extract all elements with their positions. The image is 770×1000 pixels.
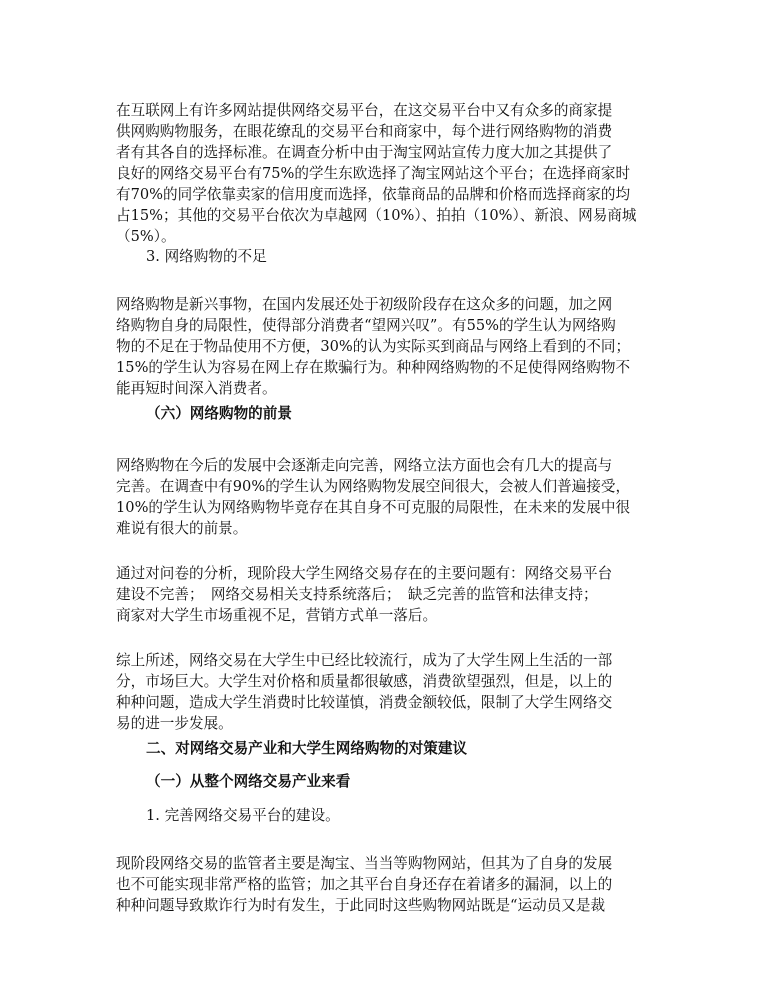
text-line: 网络购物是新兴事物，在国内发展还处于初级阶段存在这众多的问题，加之网 [116,296,613,313]
text-line: 15%的学生认为容易在网上存在欺骗行为。种种网络购物的不足使得网络购物不 [116,359,631,376]
text-line: 良好的网络交易平台有75%的学生东欧选择了淘宝网站这个平台；在选择商家时 [116,165,631,182]
text-line: 能再短时间深入消费者。 [116,380,277,397]
text-line: 供网购购物服务，在眼花缭乱的交易平台和商家中，每个进行网络购物的消费 [116,123,613,140]
heading-industry-view [146,771,656,792]
text-line: 二、对网络交易产业和大学生网络购物的对策建议 [146,740,468,757]
text-line: 建设不完善； 网络交易相关支持系统落后； 缺乏完善的监管和法律支持； [116,586,598,603]
paragraph-prospects [116,455,656,539]
text-line: 物的不足在于物品使用不方便，30%的认为实际买到商品与网络上看到的不同； [116,338,631,355]
text-line: 商家对大学生市场重视不足，营销方式单一落后。 [116,607,438,624]
text-line: 占15%；其他的交易平台依次为卓越网（10%）、拍拍（10%）、新浪、网易商城 [116,207,637,224]
text-line: 种种问题，造成大学生消费时比较谨慎，消费金额较低，限制了大学生网络交 [116,694,613,711]
paragraph-supervision [116,853,656,916]
text-line: 有70%的同学依靠卖家的信用度而选择，依靠商品的品牌和价格而选择商家的均 [116,186,631,203]
paragraph-shortcomings [116,294,656,399]
text-line: 种种问题导致欺诈行为时有发生，于此同时这些购物网站既是“运动员又是裁 [116,897,606,914]
text-line: 难说有很大的前景。 [116,520,248,537]
text-line: 10%的学生认为网络购物毕竟存在其自身不可克服的局限性，在未来的发展中很 [116,499,631,516]
text-line: 通过对问卷的分析，现阶段大学生网络交易存在的主要问题有：网络交易平台 [116,565,613,582]
text-line: 络购物自身的局限性，使得部分消费者“望网兴叹”。有55%的学生认为网络购 [116,317,616,334]
text-line: 3. 网络购物的不足 [146,248,267,265]
heading-improve-platform [146,805,656,826]
text-line: 综上所述，网络交易在大学生中已经比较流行，成为了大学生网上生活的一部 [116,652,613,669]
paragraph-trading-platforms [116,100,656,247]
heading-shortcomings [146,246,656,267]
text-line: （一）从整个网络交易产业来看 [146,773,351,790]
heading-prospects [146,403,656,424]
text-line: 网络购物在今后的发展中会逐渐走向完善，网络立法方面也会有几大的提高与 [116,457,613,474]
text-line: 也不可能实现非常严格的监管；加之其平台自身还存在着诸多的漏洞，以上的 [116,876,613,893]
heading-countermeasures [146,738,656,759]
text-line: （5%）。 [116,228,176,245]
paragraph-main-problems [116,563,656,626]
paragraph-summary [116,650,656,734]
text-line: 1. 完善网络交易平台的建设。 [146,807,340,824]
text-line: 现阶段网络交易的监管者主要是淘宝、当当等购物网站，但其为了自身的发展 [116,855,613,872]
text-line: 在互联网上有许多网站提供网络交易平台，在这交易平台中又有众多的商家提 [116,102,613,119]
text-line: 分，市场巨大。大学生对价格和质量都很敏感，消费欲望强烈，但是，以上的 [116,673,613,690]
text-line: 完善。在调查中有90%的学生认为网络购物发展空间很大，会被人们普遍接受， [116,478,631,495]
text-line: 易的进一步发展。 [116,715,233,732]
text-line: （六）网络购物的前景 [146,405,292,422]
text-line: 者有其各自的选择标准。在调查分析中由于淘宝网站宣传力度大加之其提供了 [116,144,613,161]
